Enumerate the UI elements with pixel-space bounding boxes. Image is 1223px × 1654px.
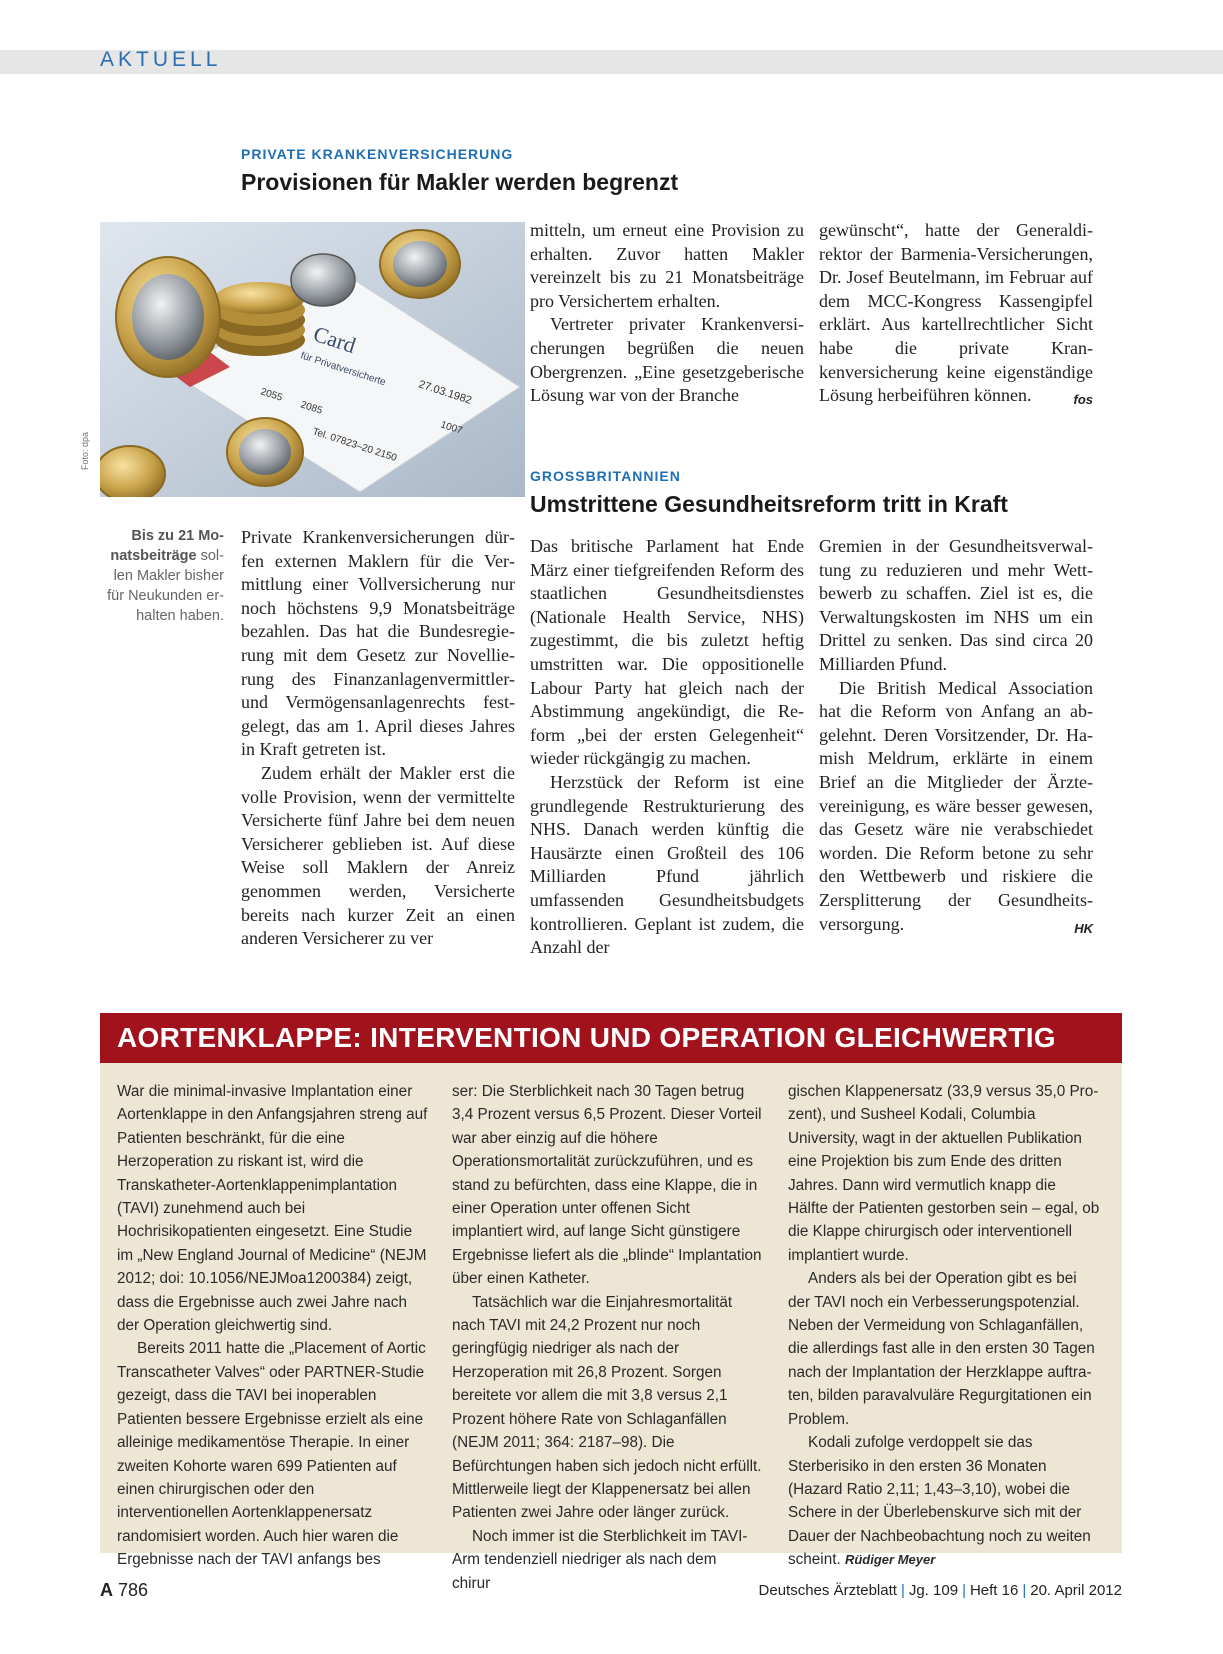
box-header [100, 1013, 1122, 1063]
separator: | [962, 1582, 966, 1599]
coin-stack-icon [215, 282, 305, 356]
section-label: AKTUELL [100, 48, 222, 71]
svg-text:2055: 2055 [259, 386, 284, 404]
article2-kicker: GROSSBRITANNIEN [530, 468, 681, 484]
svg-text:27.03.1982: 27.03.1982 [417, 378, 474, 407]
coins-on-card-image [100, 222, 525, 497]
box-column-3 [788, 1080, 1100, 1572]
page-number [100, 1580, 148, 1601]
journal-name: Deutsches Ärzteblatt [758, 1582, 897, 1599]
paragraph: Zudem erhält der Makler erst die volle Provision, wenn der vermittelte Versicherte fünf Jahre bei dem neuen Versicherer geblieben ist. Auf diese Weise soll Maklern der Anreiz genommen werden, Versicherte bereits nach kurzer Zeit an einen anderen Versicherer zu ver [241, 762, 515, 949]
article2-signature: HK [1074, 920, 1093, 936]
paragraph: Herzstück der Reform ist eine grundlegende Restrukturierung des NHS. Danach werden künftig die Hausärzte einen Großteil des 106 Milliarden Pfund jährlich umfassenden Gesundheitsbudgets kontrollieren. Geplant ist zudem, die Anzahl der [530, 771, 804, 958]
article1-headline: Provisionen für Makler werden begrenzt [241, 169, 679, 195]
caption-bold: Bis zu 21 Mo-natsbeiträge [110, 528, 224, 564]
paragraph: gewünscht“, hatte der Generaldirektor der Barmenia-Versicherungen, Dr. Josef Beutelmann, im Februar auf dem MCC-Kongress Kassengipfel erklärt. Aus kartellrechtlicher Sicht habe die private Krankenversicherung keine eigenständige Lösung herbeiführen können. fos [819, 219, 1093, 408]
euro-coin-icon [291, 254, 355, 306]
box-column-1 [117, 1080, 429, 1572]
paragraph: Anders als bei der Operation gibt es bei der TAVI noch ein Verbesserungspotenzial. Neben der Vermeidung von Schlaganfällen, die allerdings fast alle in den ersten 30 Tagen nach der Implantation der Herzklappe auftraten, bilden paravalvuläre Regurgitationen ein Problem. [788, 1270, 1095, 1428]
euro-coin-icon [100, 446, 165, 497]
article1-column-3 [819, 219, 1093, 412]
article2-column-1 [530, 535, 804, 960]
paragraph: Kodali zufolge verdoppelt sie das Sterberisiko in den ersten 36 Monaten (Hazard Ratio 2,11; 1,43–3,10), wobei die Schere in der Überlebenskurve sich mit der Dauer der Nachbeobachtung noch zu weiten scheint. Rüdiger Meyer [788, 1434, 1091, 1569]
paragraph: ser: Die Sterblichkeit nach 30 Tagen betrug 3,4 Prozent versus 6,5 Prozent. Dieser Vorteil war aber einzig auf die höhere Operationsmortalität zurückzuführen, und es stand zu befürchten, dass eine Klappe, die in einer Operation unter offenen Sicht implantiert wird, auf lange Sicht günstigere Ergebnisse liefert als die „blinde“ Implantation über einen Katheter. [452, 1083, 762, 1288]
box-column-2 [452, 1080, 764, 1595]
photo-caption [100, 526, 224, 626]
euro-coin-icon [227, 418, 303, 486]
page-number-value: 786 [118, 1580, 149, 1600]
paragraph: mitteln, um erneut eine Provision zu erhalten. Zuvor hatten Makler vereinzelt bis zu 21 Monatsbeiträge pro Versichertem erhalten. [530, 220, 804, 311]
photo-credit: Foto: dpa [80, 431, 90, 470]
article1-column-2 [530, 219, 804, 408]
euro-coin-icon [380, 230, 460, 298]
paragraph: Die British Medical Association hat die Reform von Anfang an abgelehnt. Deren Vorsitzender, Dr. Hamish Meldrum, erklärte in einem Brief an die Mitglieder der Ärztevereinigung, es wäre besser gewesen, das Gesetz wäre nie verabschiedet worden. Die Reform betone zu sehr den Wettbewerb und riskiere die Zersplitterung der Gesundheitsversorgung. HK [819, 677, 1093, 937]
euro-coin-icon [116, 257, 220, 377]
article2-headline: Umstrittene Gesundheitsreform tritt in Kraft [530, 491, 1008, 517]
svg-text:Card: Card [310, 320, 359, 358]
journal-volume: Jg. 109 [908, 1582, 959, 1599]
article1-signature: fos [1073, 392, 1093, 408]
separator: | [1022, 1582, 1027, 1599]
paragraph: Noch immer ist die Sterblichkeit im TAVI-Arm tendenziell niedriger als nach dem chirur [452, 1527, 748, 1592]
svg-text:1007: 1007 [439, 419, 464, 437]
paragraph: Private Krankenversicherungen dürfen externen Maklern für die Vermittlung einer Vollversicherung nur noch höchstens 9,9 Monatsbeiträge bezahlen. Das hat die Bundesregierung mit dem Gesetz zur Novellierung des Finanzanlagenvermittler- und Vermögensanlagenrechts festgelegt, das am 1. April dieses Jahres in Kraft getreten ist. [241, 527, 515, 760]
article1-photo [100, 222, 525, 497]
svg-text:Tel. 07823–20 2150: Tel. 07823–20 2150 [311, 426, 399, 465]
paragraph: gischen Klappenersatz (33,9 versus 35,0 Prozent), und Susheel Kodali, Columbia University, wagt in der aktuellen Publikation eine Projektion bis zum Ende des dritten Jahres. Dann wird vermutlich knapp die Hälfte der Patienten gestorben sein – egal, ob die Klappe chirurgisch oder interventionell implantiert wurde. [788, 1083, 1100, 1264]
paragraph: Bereits 2011 hatte die „Placement of Aortic Transcatheter Valves“ oder PARTNER-Studie gezeigt, dass die TAVI bei inoperablen Patienten bessere Ergebnisse erzielt als eine alleinige medikamentöse Therapie. In einer zweiten Kohorte waren 699 Patienten auf einen chirurgischen oder den interventionellen Aortenklappenersatz randomisiert worden. Auch hier waren die Ergebnisse nach der TAVI anfangs bes [117, 1340, 426, 1569]
box-signature: Rüdiger Meyer [844, 1552, 936, 1568]
paragraph: Tatsächlich war die Einjahresmortalität nach TAVI mit 24,2 Prozent nur noch geringfügig niedriger als nach der Herzoperation mit 26,8 Prozent. Sorgen bereitete vor allem die mit 3,8 versus 2,1 Prozent höhere Rate von Schlaganfällen (NEJM 2011; 364: 2187–98). Die Befürchtungen haben sich jedoch nicht erfüllt. Mittlerweile liegt der Klappenersatz bei allen Patienten zwei Jahre oder länger zurück. [452, 1293, 762, 1522]
separator: | [900, 1582, 905, 1599]
footer-journal-info [759, 1582, 1122, 1599]
paragraph: Vertreter privater Krankenversicherungen begrüßen die neuen Obergrenzen. „Eine gesetzgeberische Lösung war von der Branche [530, 314, 804, 406]
article1-column-1 [241, 526, 515, 951]
paragraph: Das britische Parlament hat Ende März einer tiefgreifenden Reform des staatlichen Gesundheitsdienstes (Nationale Health Service, NHS) zugestimmt, die bis zuletzt heftig umstritten war. Die oppositionelle Labour Party hat gleich nach der Abstimmung angekündigt, die Reform „bei der ersten Gelegenheit“ wieder rückgängig zu machen. [530, 536, 804, 769]
journal-issue: Heft 16 [969, 1582, 1019, 1599]
caption-text: sol-len Makler bisher für Neukunden er-halten haben. [107, 548, 224, 624]
article2-column-2 [819, 535, 1093, 940]
svg-text:für Privatversicherte: für Privatversicherte [299, 350, 388, 389]
journal-date: 20. April 2012 [1030, 1582, 1122, 1599]
paragraph: Gremien in der Gesundheitsverwaltung zu reduzieren und mehr Wettbewerb zu schaffen. Ziel ist es, die Verwaltungskosten im NHS um ein Drittel zu senken. Das sind circa 20 Milliarden Pfund. [819, 536, 1093, 674]
svg-text:2085: 2085 [299, 399, 324, 417]
page-prefix: A [100, 1580, 113, 1600]
paragraph: War die minimal-invasive Implantation einer Aortenklappe in den Anfangsjahren streng auf Patienten beschränkt, für die eine Herzoperation zu riskant ist, wird die Transkatheter-Aortenklappenimplantation (TAVI) zunehmend auch bei Hochrisikopatienten eingesetzt. Eine Studie im „New England Journal of Medicine“ (NEJM 2012; doi: 10.1056/NEJMoa1200384) zeigt, dass die Ergebnisse auch zwei Jahre nach der Operation gleichwertig sind. [117, 1083, 428, 1335]
article1-kicker: PRIVATE KRANKENVERSICHERUNG [241, 146, 514, 162]
box-title: AORTENKLAPPE: INTERVENTION UND OPERATION GLEICHWERTIG [117, 1022, 1056, 1053]
